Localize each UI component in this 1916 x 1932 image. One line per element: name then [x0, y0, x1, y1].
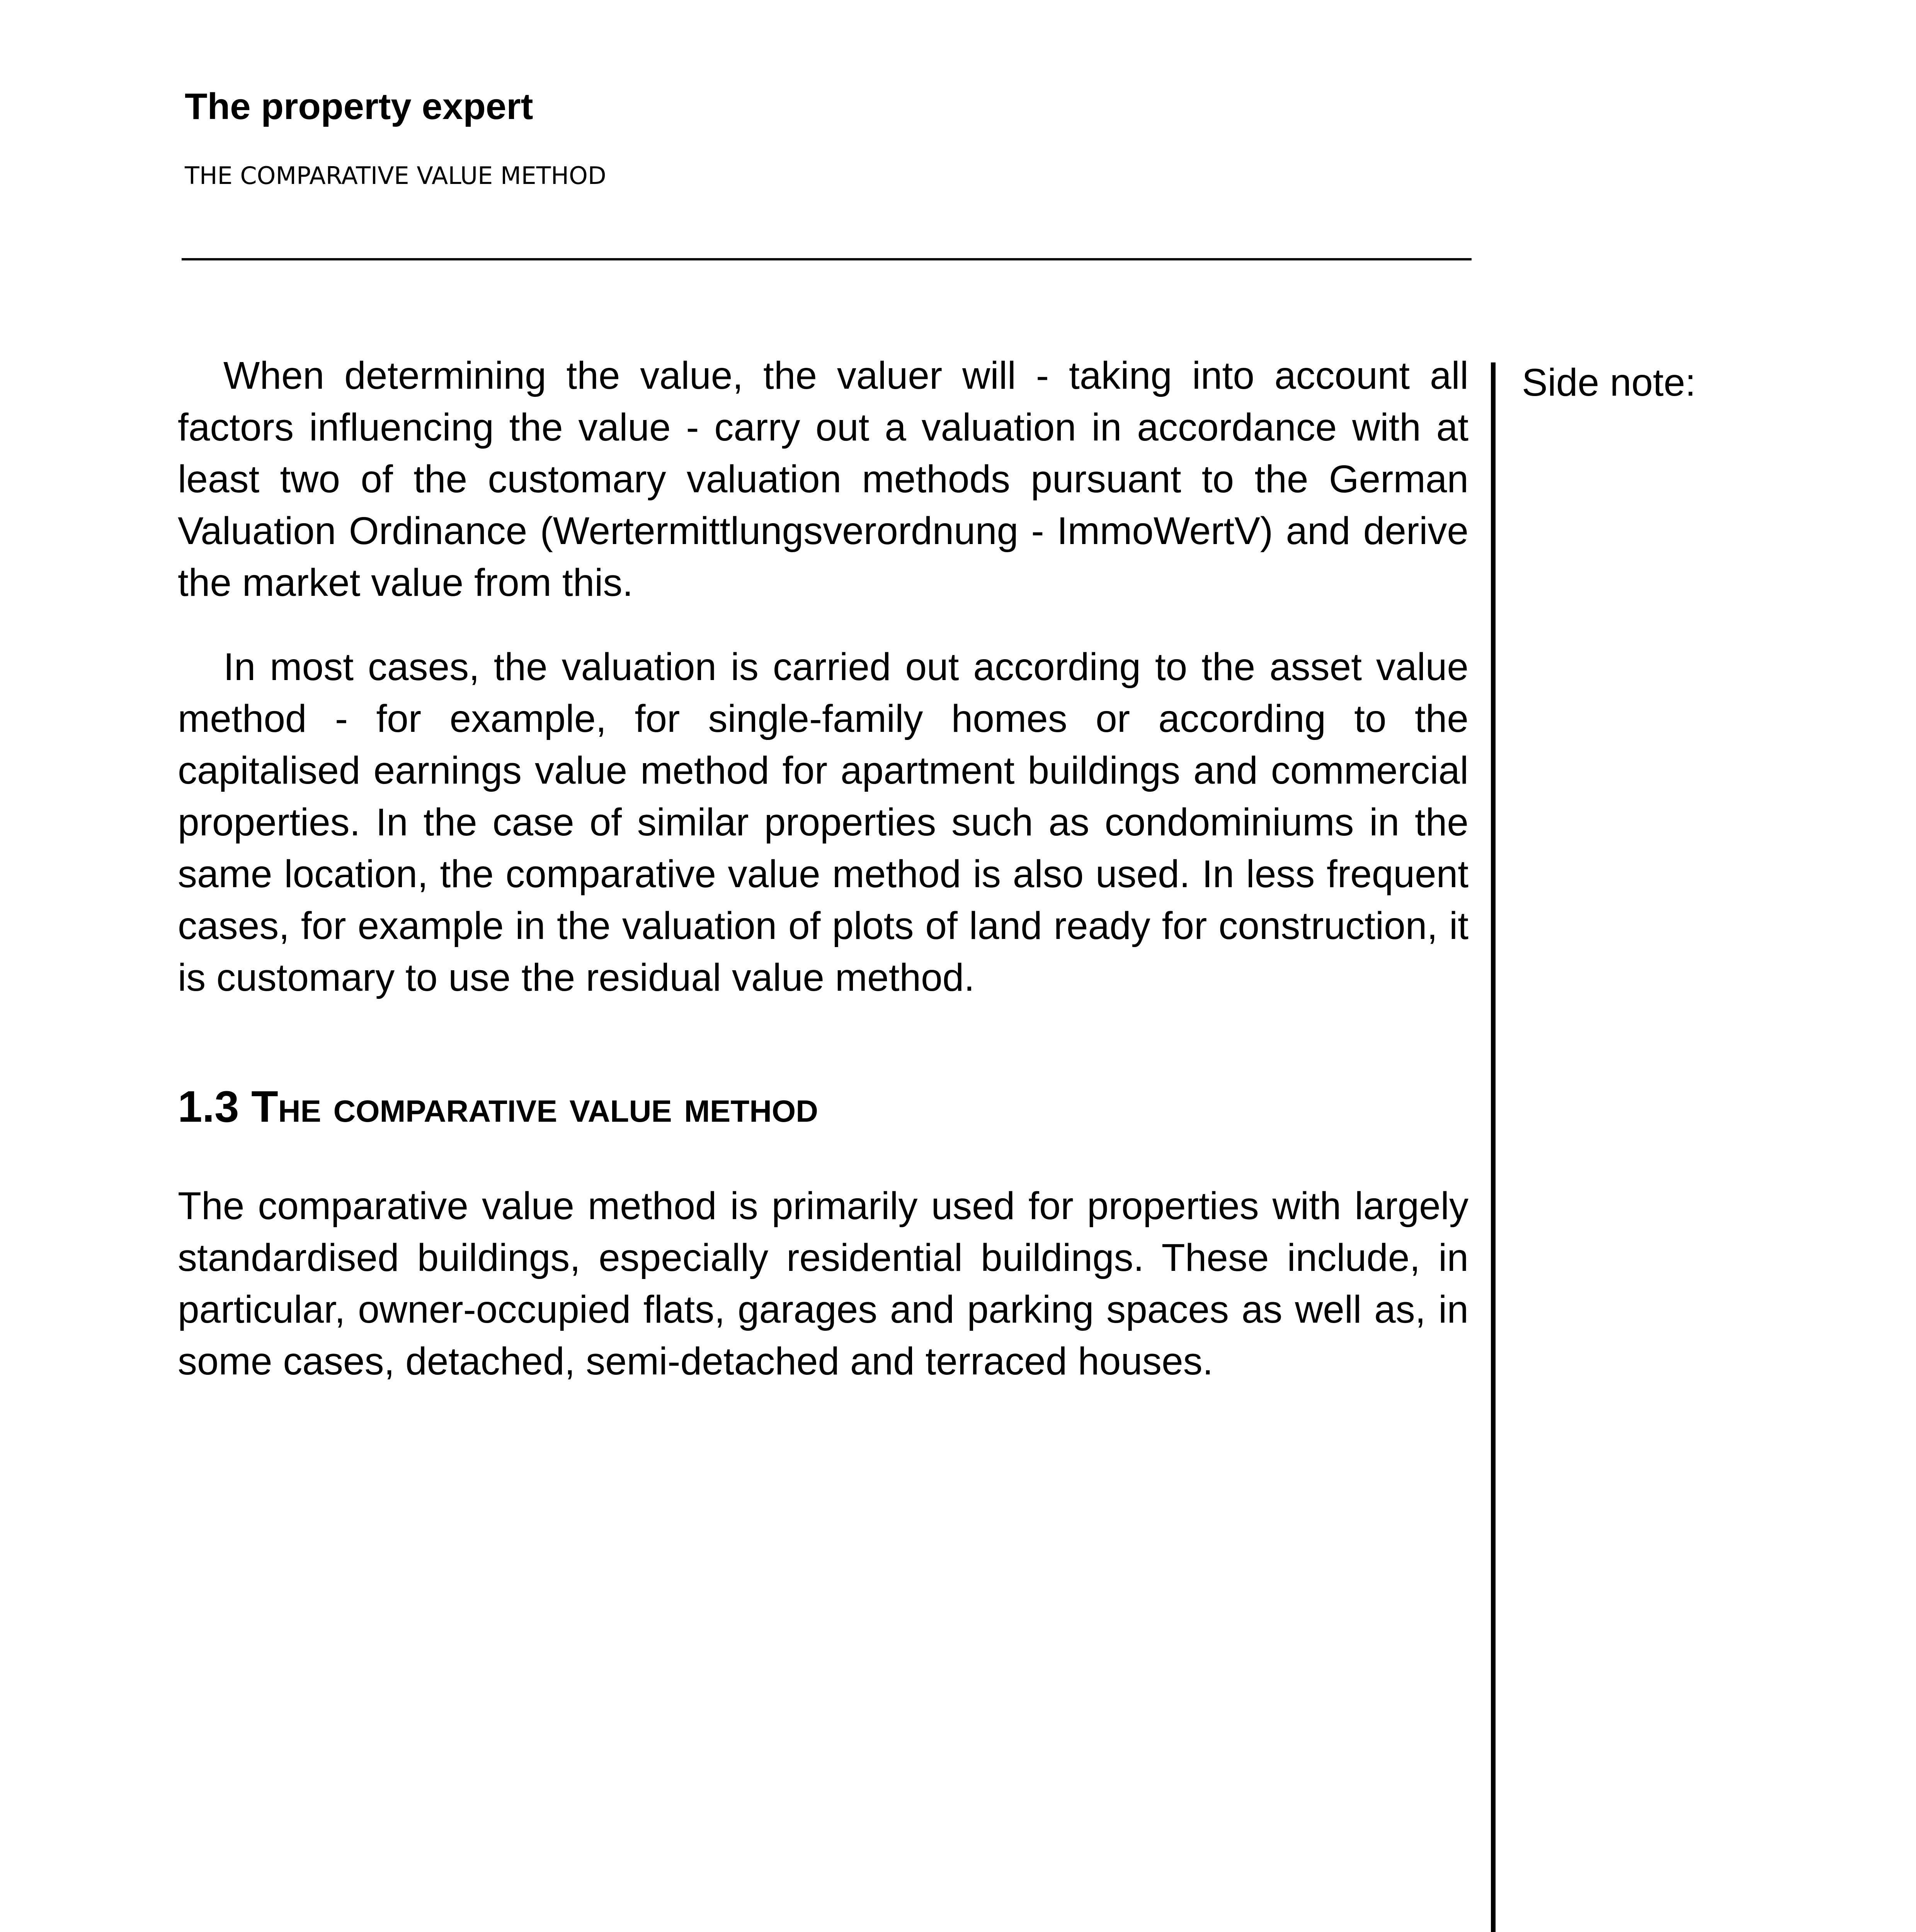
running-header-chapter: THE COMPARATIVE VALUE METHOD: [185, 162, 606, 190]
body-paragraph: When determining the value, the valuer will - taking into account all factors influencing the value - carry out a valuation in accordance with at least two of the customary valuation methods pursuant to the German Valuation Ordinance (Wertermittlungsverordnung - ImmoWertV) and derive the market value from this.: [178, 354, 1468, 604]
header-divider: [182, 258, 1472, 260]
section-number: 1.3: [178, 1082, 252, 1131]
main-text: [178, 350, 1468, 1387]
body-paragraph: The comparative value method is primarily used for properties with largely standardised buildings, especially residential buildings. These include, in particular, owner-occupied flats, garages and parking spaces as well as, in some cases, detached, semi-detached and terraced houses.: [178, 1184, 1468, 1383]
running-header-title: The property expert: [185, 86, 533, 127]
side-note-label: Side note:: [1522, 361, 1696, 404]
margin-divider: [1491, 362, 1496, 1932]
body-paragraph: In most cases, the valuation is carried out according to the asset value method - for example, for single-family homes or according to the capitalised earnings value method for apartment buildings and commercial properties. In the case of similar properties such as condominiums in the same location, the comparative value method is also used. In less frequent cases, for example in the valuation of plots of land ready for construction, it is customary to use the residual value method.: [178, 645, 1468, 999]
section-title: The comparative value method: [251, 1082, 818, 1131]
section-heading: [178, 1081, 1468, 1134]
